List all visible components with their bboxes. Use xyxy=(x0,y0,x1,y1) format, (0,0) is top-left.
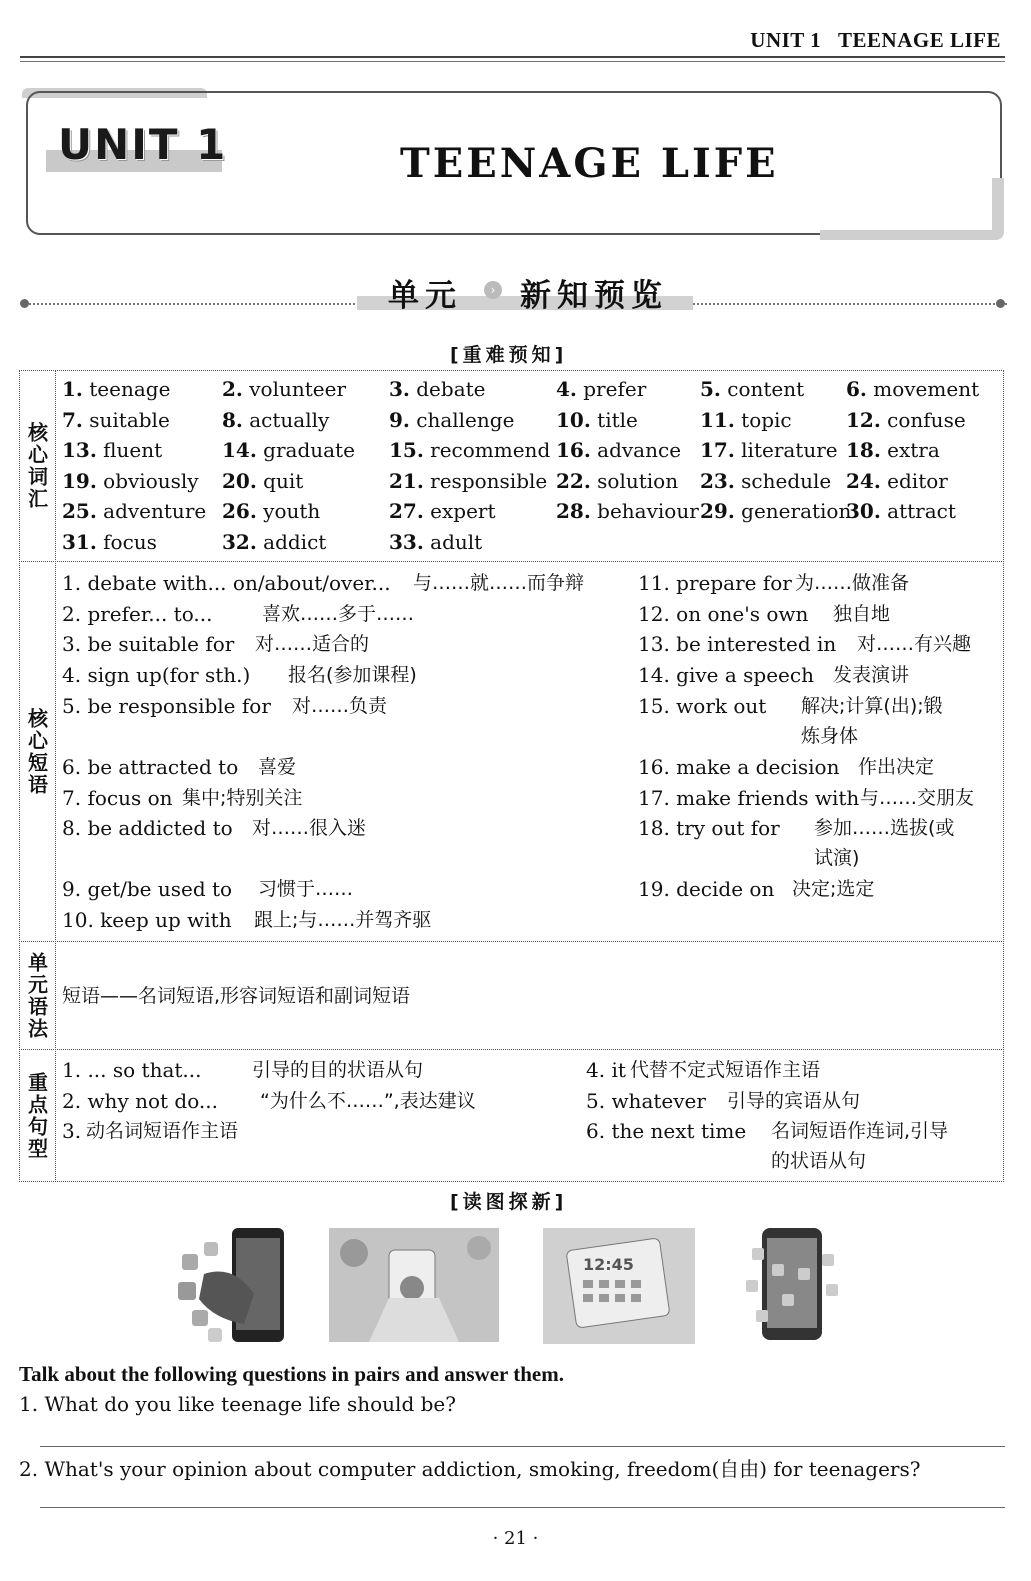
vocab-item xyxy=(700,438,838,462)
phrase-en: 13. be interested in xyxy=(638,632,837,656)
vocab-item xyxy=(222,469,303,493)
phrase-zh: 集中;特别关注 xyxy=(182,787,303,809)
vocab-number: 11. xyxy=(700,407,735,432)
transparent-phone-image xyxy=(543,1228,695,1344)
vocab-item xyxy=(222,377,346,401)
grammar-text: 短语——名词短语,形容词短语和副词短语 xyxy=(62,985,411,1007)
phrase-zh: 作出决定 xyxy=(858,756,935,778)
phrase-en: 7. focus on xyxy=(62,786,173,810)
vocab-number: 23. xyxy=(700,468,735,493)
phrase-zh: 跟上;与……并驾齐驱 xyxy=(254,909,432,931)
vocab-number: 29. xyxy=(700,499,735,523)
vocab-number: 19. xyxy=(62,468,97,493)
phrase-zh: 独自地 xyxy=(833,603,891,625)
vocab-word: adult xyxy=(430,529,483,554)
phrase-en: 11. prepare for xyxy=(638,571,792,595)
vocab-item xyxy=(700,469,831,493)
row-label-patterns: 重点句型 xyxy=(24,1071,49,1160)
vocab-number: 30. xyxy=(846,499,881,523)
vocab-word: debate xyxy=(416,377,486,401)
page-number: · 21 · xyxy=(492,1528,539,1549)
vocab-number: 10. xyxy=(556,407,591,432)
phrase-zh: 对……有兴趣 xyxy=(857,633,972,655)
vocab-number: 16. xyxy=(556,438,591,462)
vocab-item xyxy=(700,499,851,523)
phrase-en: 10. keep up with xyxy=(62,908,232,932)
table-row-divider xyxy=(19,941,1004,942)
vocab-item xyxy=(389,499,496,523)
unit-number: UNIT 1 xyxy=(58,120,228,169)
vocab-item xyxy=(389,530,482,554)
banner-bottom-decoration xyxy=(820,230,1004,240)
banner-corner-decoration xyxy=(992,178,1004,238)
vocab-word: literature xyxy=(741,438,838,462)
phrase-zh: 解决;计算(出);锻 xyxy=(801,695,943,717)
phrase-en: 14. give a speech xyxy=(638,663,814,687)
vocab-number: 28. xyxy=(556,499,591,523)
vocab-word: behaviour xyxy=(597,499,699,523)
vocab-number: 9. xyxy=(389,407,410,432)
vocab-item xyxy=(556,377,646,401)
phrase-zh-continued: 试演) xyxy=(814,847,860,869)
answer-line-1[interactable] xyxy=(40,1446,1005,1447)
vocab-number: 5. xyxy=(700,377,721,401)
vocab-item xyxy=(389,377,486,401)
phrase-zh: “为什么不……”,表达建议 xyxy=(260,1090,476,1112)
vocab-number: 4. xyxy=(556,377,577,401)
phrase-en: 5. be responsible for xyxy=(62,694,271,718)
vocab-word: generation xyxy=(741,499,852,523)
vocab-item xyxy=(62,408,170,432)
table-row-divider xyxy=(19,1049,1004,1050)
vocab-word: expert xyxy=(430,499,496,523)
phrase-en: 3. xyxy=(62,1119,82,1143)
vocab-number: 12. xyxy=(846,407,881,432)
vocab-word: graduate xyxy=(263,438,355,462)
phrase-en: 2. why not do... xyxy=(62,1089,218,1113)
vocab-number: 24. xyxy=(846,468,881,493)
vocab-number: 7. xyxy=(62,407,83,432)
phrase-zh: 发表演讲 xyxy=(833,664,910,686)
vocab-item xyxy=(389,469,547,493)
phrase-zh: 动名词短语作主语 xyxy=(86,1120,239,1142)
answer-line-2[interactable] xyxy=(40,1507,1005,1508)
phrase-zh: 对……负责 xyxy=(292,695,388,717)
vocab-item xyxy=(556,438,681,462)
section-title-unit: 单元 xyxy=(388,278,462,314)
vocab-word: confuse xyxy=(887,407,966,432)
vocab-number: 26. xyxy=(222,499,257,523)
vocab-number: 25. xyxy=(62,499,97,523)
vocab-word: focus xyxy=(103,529,157,554)
vocab-item xyxy=(62,530,157,554)
vocab-word: suitable xyxy=(89,407,170,432)
vocab-number: 17. xyxy=(700,438,735,462)
subsection-pictures-title: [读图探新] xyxy=(450,1191,568,1213)
phrase-en: 1. debate with... on/about/over... xyxy=(62,571,391,595)
vocab-item xyxy=(222,408,329,432)
vocab-word: topic xyxy=(741,407,792,432)
phrase-zh: 喜欢……多于…… xyxy=(262,603,415,625)
phone-apps-image xyxy=(174,1224,290,1346)
vocab-item xyxy=(62,438,162,462)
vocab-number: 32. xyxy=(222,529,257,554)
phrase-zh: 代替不定式短语作主语 xyxy=(630,1059,821,1081)
vocab-item xyxy=(846,469,948,493)
divider-dot-left xyxy=(20,299,29,308)
vocab-number: 13. xyxy=(62,438,97,462)
question-1: 1. What do you like teenage life should be? xyxy=(19,1392,456,1416)
table-row-divider xyxy=(19,561,1004,562)
vocab-word: content xyxy=(727,377,805,401)
vocab-item xyxy=(222,499,320,523)
vocab-item xyxy=(556,499,699,523)
phrase-en: 6. be attracted to xyxy=(62,755,239,779)
vocab-item xyxy=(846,438,940,462)
vocab-word: actually xyxy=(249,407,330,432)
vocab-word: responsible xyxy=(430,468,548,493)
phrase-zh: 引导的目的状语从句 xyxy=(252,1059,424,1081)
vocab-number: 15. xyxy=(389,438,424,462)
vocab-word: quit xyxy=(263,468,304,493)
vocab-word: schedule xyxy=(741,468,832,493)
vocab-item xyxy=(556,408,638,432)
phrase-zh: 与……就……而争辩 xyxy=(413,572,585,594)
phrase-en: 2. prefer... to... xyxy=(62,602,213,626)
vocab-number: 2. xyxy=(222,377,243,401)
vocab-word: editor xyxy=(887,468,948,493)
divider-dot-right xyxy=(996,299,1005,308)
phrase-en: 18. try out for xyxy=(638,816,780,840)
vocab-word: teenage xyxy=(89,377,171,401)
vocab-number: 1. xyxy=(62,377,83,401)
vocab-number: 33. xyxy=(389,529,424,554)
table-column-divider xyxy=(55,370,56,1182)
phrase-en: 1. ... so that... xyxy=(62,1058,202,1082)
phrase-zh: 习惯于…… xyxy=(258,878,354,900)
header-rule xyxy=(20,56,1005,58)
row-label-vocab: 核心词汇 xyxy=(24,422,49,510)
question-2: 2. What's your opinion about computer addiction, smoking, freedom(自由) for teenagers? xyxy=(19,1457,921,1481)
phrase-zh-continued: 的状语从句 xyxy=(771,1150,867,1172)
vocab-item xyxy=(556,469,678,493)
vocab-number: 8. xyxy=(222,407,243,432)
phrase-zh: 报名(参加课程) xyxy=(288,664,417,686)
phrase-zh: 喜爱 xyxy=(258,756,297,778)
vocab-word: advance xyxy=(597,438,682,462)
phrase-en: 5. whatever xyxy=(586,1089,706,1113)
vocab-word: youth xyxy=(263,499,321,523)
vocab-item xyxy=(62,377,170,401)
phrase-en: 4. sign up(for sth.) xyxy=(62,663,251,687)
phrase-zh: 为……做准备 xyxy=(795,572,910,594)
phrase-en: 3. be suitable for xyxy=(62,632,235,656)
vocab-word: movement xyxy=(873,377,980,401)
phrase-en: 15. work out xyxy=(638,694,767,718)
vocab-item xyxy=(62,469,199,493)
vocab-number: 14. xyxy=(222,438,257,462)
vocab-number: 22. xyxy=(556,468,591,493)
header-rule-thin xyxy=(20,61,1005,62)
questions-heading: Talk about the following questions in pairs and answer them. xyxy=(19,1362,564,1386)
phrase-en: 9. get/be used to xyxy=(62,877,233,901)
section-title-preview: 新知预览 xyxy=(520,278,668,314)
smartphone-icons-image xyxy=(742,1224,842,1344)
phrase-zh: 对……适合的 xyxy=(255,633,370,655)
subsection-preview-title: [重难预知] xyxy=(450,344,568,366)
vocab-number: 20. xyxy=(222,468,257,493)
vocab-item xyxy=(846,408,966,432)
vocab-word: obviously xyxy=(103,468,199,493)
vocab-number: 6. xyxy=(846,377,867,401)
phrase-en: 8. be addicted to xyxy=(62,816,233,840)
phrase-zh: 对……很入迷 xyxy=(252,817,367,839)
vocab-item xyxy=(389,408,514,432)
phrase-zh: 决定;选定 xyxy=(792,878,875,900)
vocab-word: extra xyxy=(887,438,940,462)
vocab-item xyxy=(222,530,326,554)
phrase-en: 12. on one's own xyxy=(638,602,809,626)
vocab-number: 3. xyxy=(389,377,410,401)
phrase-zh: 名词短语作连词,引导 xyxy=(771,1120,949,1142)
row-label-grammar: 单元语法 xyxy=(24,951,49,1040)
hand-phone-image xyxy=(329,1228,499,1342)
vocab-number: 21. xyxy=(389,468,424,493)
vocab-item xyxy=(846,377,979,401)
vocab-item xyxy=(222,438,355,462)
vocab-word: adventure xyxy=(103,499,207,523)
vocab-number: 31. xyxy=(62,529,97,554)
phrase-zh: 引导的宾语从句 xyxy=(727,1090,861,1112)
vocab-item xyxy=(846,499,956,523)
vocab-item xyxy=(389,438,550,462)
phrase-zh: 与……交朋友 xyxy=(860,787,975,809)
vocab-item xyxy=(700,408,792,432)
vocab-number: 27. xyxy=(389,499,424,523)
phrase-en: 19. decide on xyxy=(638,877,775,901)
chevron-right-icon: › xyxy=(484,281,502,299)
vocab-word: challenge xyxy=(416,407,515,432)
phrase-zh-continued: 炼身体 xyxy=(801,725,859,747)
unit-title: TEENAGE LIFE xyxy=(400,140,779,187)
phrase-en: 16. make a decision xyxy=(638,755,840,779)
vocab-word: recommend xyxy=(430,438,551,462)
vocab-word: fluent xyxy=(103,438,163,462)
vocab-word: volunteer xyxy=(249,377,347,401)
phone-clock-text: 12:45 xyxy=(583,1255,634,1274)
vocab-item xyxy=(700,377,804,401)
vocab-word: title xyxy=(597,407,638,432)
running-header: UNIT 1 TEENAGE LIFE xyxy=(750,28,1001,52)
phrase-en: 17. make friends with xyxy=(638,786,860,810)
phrase-zh: 参加……选拔(或 xyxy=(814,817,955,839)
vocab-word: attract xyxy=(887,499,956,523)
phrase-en: 4. it xyxy=(586,1058,626,1082)
vocab-word: addict xyxy=(263,529,327,554)
vocab-number: 18. xyxy=(846,438,881,462)
vocab-word: solution xyxy=(597,468,679,493)
vocab-word: prefer xyxy=(583,377,647,401)
row-label-phrases: 核心短语 xyxy=(24,707,49,796)
vocab-item xyxy=(62,499,206,523)
phrase-en: 6. the next time xyxy=(586,1119,747,1143)
